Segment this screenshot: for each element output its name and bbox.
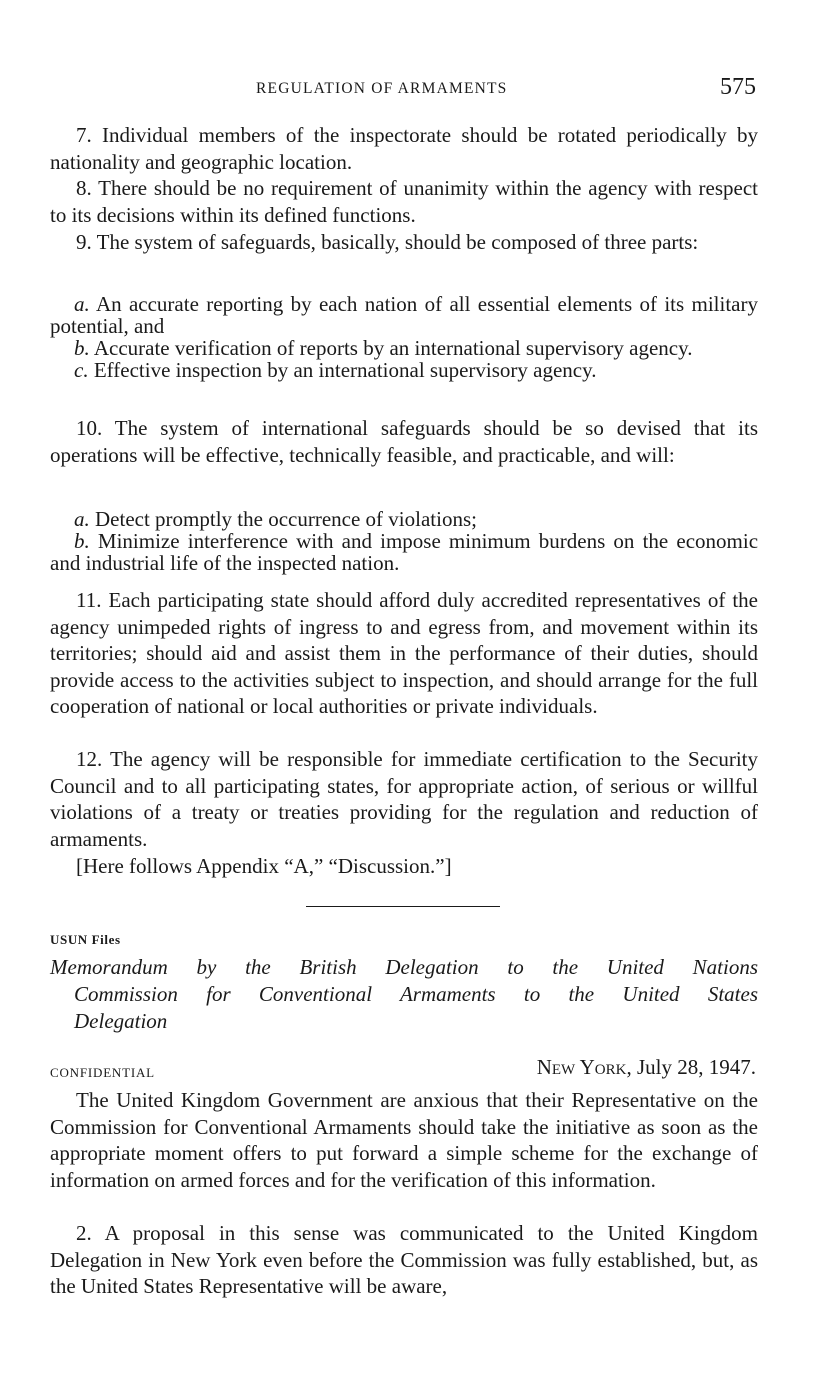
list-item (50, 508, 758, 530)
paragraph-8: 8. There should be no requirement of unanimity within the agency with respect to its decisions within its defined functions. (50, 176, 758, 227)
running-title: REGULATION OF ARMAMENTS (256, 80, 508, 97)
item-text: Effective inspection by an international supervisory agency. (93, 358, 597, 382)
list-item (50, 359, 758, 381)
item-text: Accurate verification of reports by an international supervisory agency. (93, 336, 693, 360)
paragraph-7: 7. Individual members of the inspectorate should be rotated periodically by nationality and geographic location. (50, 123, 758, 174)
memo-paragraph-2: 2. A proposal in this sense was communicated to the United Kingdom Delegation in New York even before the Commission was fully established, but, as the United States Representative will be aware, (50, 1221, 758, 1298)
title-line: Commission for Conventional Armaments to the United States (74, 982, 758, 1006)
dateline-date: July 28, 1947. (636, 1055, 756, 1079)
source-label: USUN Files (50, 932, 121, 947)
page-number: 575 (720, 74, 756, 100)
item-letter: a. (74, 507, 90, 531)
paragraph-12: 12. The agency will be responsible for immediate certification to the Security Council and to all participating states, for appropriate action, of serious or willful violations of a treaty or treaties providing for the regulation and reduction of armaments. (50, 747, 758, 851)
dateline (537, 1055, 756, 1080)
list-item (50, 293, 758, 337)
item-letter: a. (74, 292, 90, 316)
item-text: Minimize interference with and impose minimum burdens on the economic and industrial life of the inspected nation. (50, 529, 759, 575)
memo-paragraph-1: The United Kingdom Government are anxious that their Representative on the Commission for Conventional Armaments should take the initiative as soon as the appropriate moment offers to put forward a simple scheme for the exchange of information on armed forces and for the verification of this information. (50, 1088, 758, 1192)
running-header (50, 74, 758, 106)
section-divider (306, 906, 500, 907)
dateline-city: New York, (536, 1055, 632, 1079)
item-letter: b. (74, 336, 90, 360)
item-letter: c. (74, 358, 89, 382)
appendix-note: [Here follows Appendix “A,” “Discussion.”] (76, 854, 452, 878)
item-letter: b. (74, 529, 90, 553)
classification-label: CONFIDENTIAL (50, 1065, 155, 1080)
paragraph-10-subitems (50, 508, 758, 574)
title-line: Delegation (74, 1009, 168, 1033)
paragraph-9-subitems (50, 293, 758, 381)
classification-row (50, 1055, 758, 1083)
paragraph-9: 9. The system of safeguards, basically, should be composed of three parts: (76, 230, 699, 254)
memorandum-title (50, 954, 758, 1035)
paragraph-11: 11. Each participating state should afford duly accredited representatives of the agency unimpeded rights of ingress to and egress from, and movement within its territories; should aid and assist them in the performance of their duties, should provide access to the activities subject to inspection, and should arrange for the full cooperation of national or local authorities or private individuals. (50, 588, 758, 718)
paragraph-10: 10. The system of international safeguards should be so devised that its operations will be effective, technically feasible, and practicable, and will: (50, 416, 758, 467)
item-text: Detect promptly the occurrence of violations; (95, 507, 477, 531)
title-line: Memorandum by the British Delegation to the United Nations (50, 955, 758, 979)
list-item (50, 337, 758, 359)
item-text: An accurate reporting by each nation of all essential elements of its military potential, and (50, 292, 759, 338)
list-item (50, 530, 758, 574)
